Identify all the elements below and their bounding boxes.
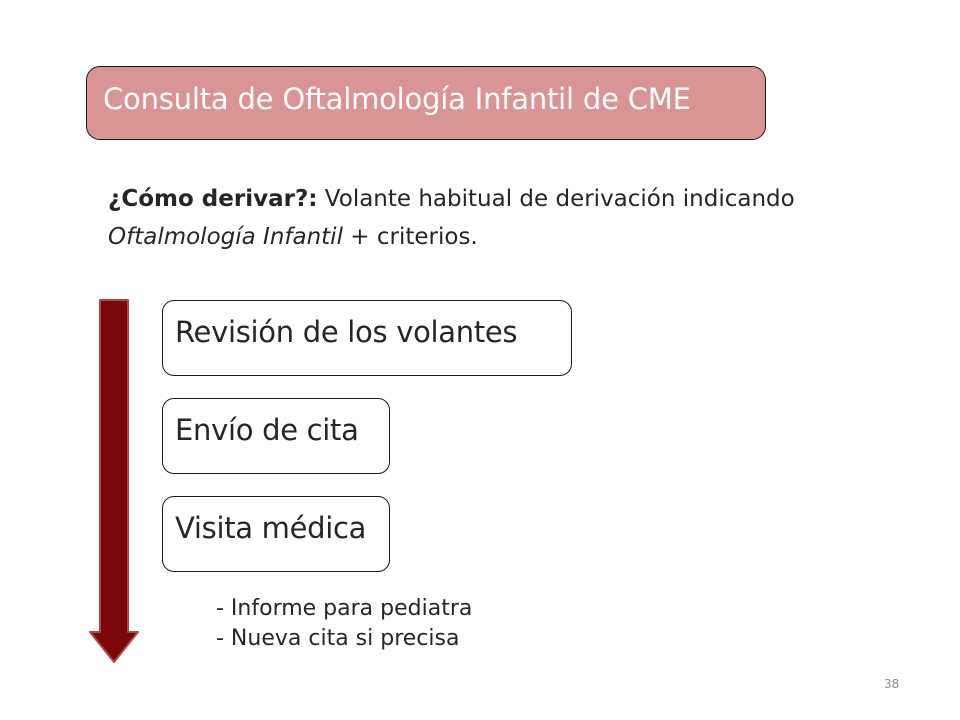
- step-box-review: [162, 300, 572, 376]
- down-arrow-icon: [78, 298, 140, 670]
- outcome-item-report: - Informe para pediatra: [216, 596, 473, 621]
- step-box-appointment: [162, 398, 390, 474]
- intro-emphasis: Oftalmología Infantil: [108, 224, 343, 250]
- step-label-review: Revisión de los volantes: [175, 315, 518, 349]
- down-arrow-shape: [90, 300, 138, 662]
- intro-text-2: + criterios.: [342, 224, 478, 250]
- slide-title: Consulta de Oftalmología Infantil de CME: [103, 82, 691, 116]
- intro-text-1: Volante habitual de derivación indicando: [317, 186, 795, 212]
- title-box: [86, 66, 766, 140]
- page-number: 38: [884, 677, 900, 691]
- step-label-appointment: Envío de cita: [175, 413, 359, 447]
- outcomes-list: [216, 594, 472, 654]
- outcome-item-new-appointment: - Nueva cita si precisa: [216, 626, 460, 651]
- step-box-visit: [162, 496, 390, 572]
- intro-paragraph: [108, 180, 898, 256]
- step-label-visit: Visita médica: [175, 511, 367, 545]
- intro-question: ¿Cómo derivar?:: [108, 186, 318, 212]
